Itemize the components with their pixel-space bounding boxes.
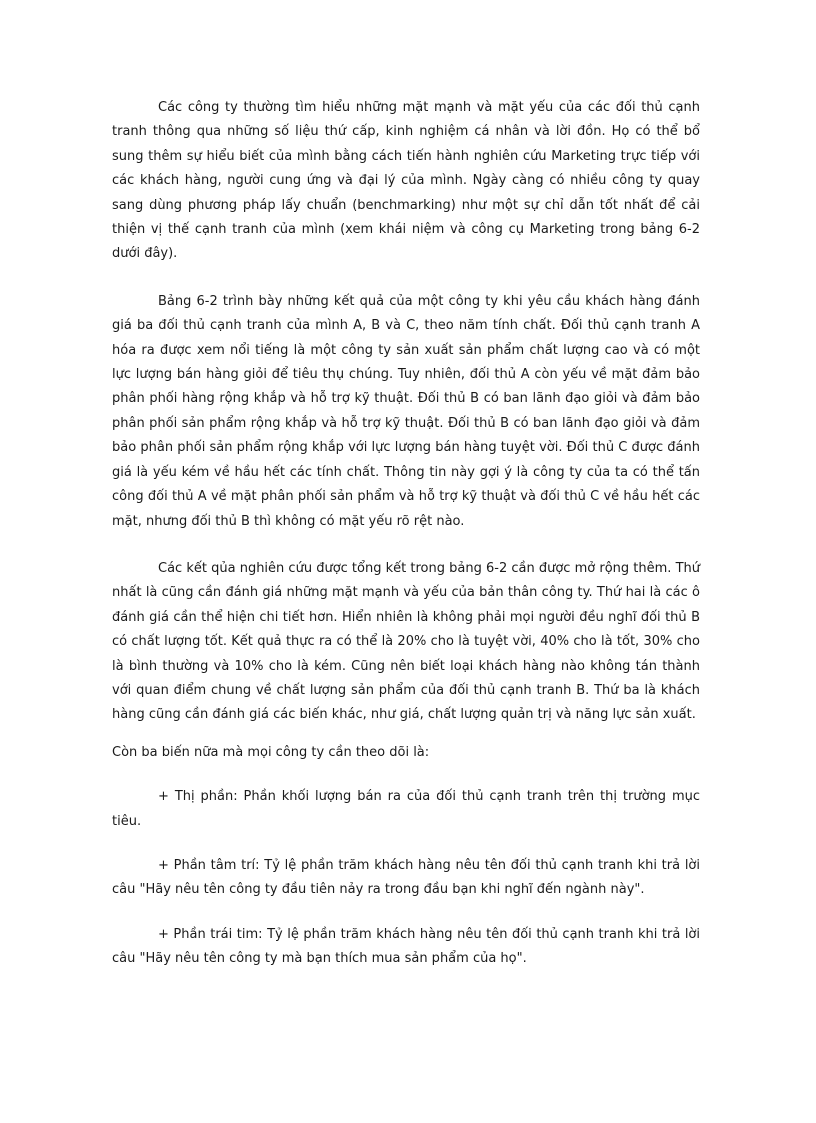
- document-page: [112, 96, 700, 972]
- paragraph-competitor-research: Các công ty thường tìm hiểu những mặt mạnh và mặt yếu của các đối thủ cạnh tranh thông qua những số liệu thứ cấp, kinh nghiệm cá nhân và lời đồn. Họ có thể bổ sung thêm sự hiểu biết của mình bằng cách tiến hành nghiên cứu Marketing trực tiếp với các khách hàng, người cung ứng và đại lý của mình. Ngày càng có nhiều công ty quay sang dùng phương pháp lấy chuẩn (benchmarking) như một sự chỉ dẫn tốt nhất để cải thiện vị thế cạnh tranh của mình (xem khái niệm và công cụ Marketing trong bảng 6-2 dưới đây).: [112, 100, 700, 262]
- paragraph-table-6-2-results: Bảng 6-2 trình bày những kết quả của một công ty khi yêu cầu khách hàng đánh giá ba đối thủ cạnh tranh của mình A, B và C, theo năm tính chất. Đối thủ cạnh tranh A hóa ra được xem nổi tiếng là một công ty sản xuất sản phẩm chất lượng cao và có một lực lượng bán hàng giỏi để tiêu thụ chúng. Tuy nhiên, đối thủ A còn yếu về mặt đảm bảo phân phối hàng rộng khắp và hỗ trợ kỹ thuật. Đối thủ B có ban lãnh đạo giỏi và đảm bảo phân phối sản phẩm rộng khắp và hỗ trợ kỹ thuật. Đối thủ B có ban lãnh đạo giỏi và đảm bảo phân phối sản phẩm rộng khắp với lực lượng bán hàng tuyệt vời. Đối thủ C được đánh giá là yếu kém về hầu hết các tính chất. Thông tin này gợi ý là công ty của ta có thể tấn công đối thủ A về mặt phân phối sản phẩm và hỗ trợ kỹ thuật và đối thủ C về hầu hết các mặt, nhưng đối thủ B thì không có mặt yếu rõ rệt nào.: [112, 293, 700, 529]
- list-item-market-share: + Thị phần: Phần khối lượng bán ra của đối thủ cạnh tranh trên thị trường mục tiêu.: [112, 789, 700, 829]
- paragraph-three-variables-intro: Còn ba biến nữa mà mọi công ty cần theo dõi là:: [112, 744, 430, 760]
- paragraph-research-extension: Các kết qủa nghiên cứu được tổng kết trong bảng 6-2 cần được mở rộng thêm. Thứ nhất là cũng cần đánh giá những mặt mạnh và yếu của bản thân công ty. Thứ hai là các ô đánh giá cần thể hiện chi tiết hơn. Hiển nhiên là không phải mọi người đều nghĩ đối thủ B có chất lượng tốt. Kết quả thực ra có thể là 20% cho là tuyệt vời, 40% cho là tốt, 30% cho là bình thường và 10% cho là kém. Cũng nên biết loại khách hàng nào không tán thành với quan điểm chung về chất lượng sản phẩm của đối thủ cạnh tranh B. Thứ ba là khách hàng cũng cần đánh giá các biến khác, như giá, chất lượng quản trị và năng lực sản xuất.: [112, 560, 700, 723]
- list-item-heart-share: + Phần trái tim: Tỷ lệ phần trăm khách hàng nêu tên đối thủ cạnh tranh khi trả lời câu "Hãy nêu tên công ty mà bạn thích mua sản phẩm của họ".: [112, 926, 700, 967]
- list-item-mind-share: + Phần tâm trí: Tỷ lệ phần trăm khách hàng nêu tên đối thủ cạnh tranh khi trả lời câu "Hãy nêu tên công ty đầu tiên nảy ra trong đầu bạn khi nghĩ đến ngành này".: [112, 857, 700, 898]
